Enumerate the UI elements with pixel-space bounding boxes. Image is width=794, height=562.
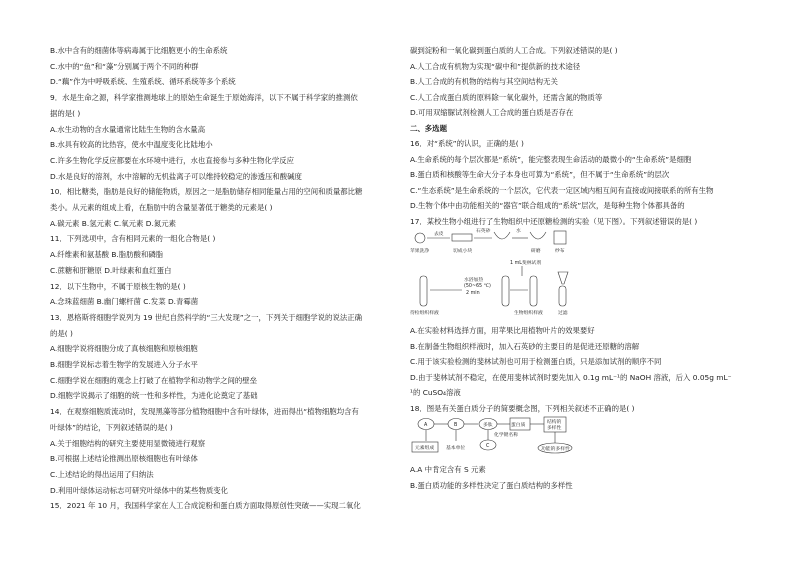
text-line: B.人工合成的有机物的结构与其空间结构无关 [410, 77, 558, 86]
text-line: 18．图是有关蛋白质分子的简要概念图，下列相关叙述不正确的是( ) [410, 403, 635, 413]
text-line: A.A 中肯定含有 S 元素 [410, 465, 486, 474]
text-line: 15．2021 年 10 月，我国科学家在人工合成淀粉和蛋白质方面取得原创性突破——实现二氧化 [50, 501, 361, 511]
text-line: B.在制备生物组织样液时，加入石英砂的主要目的是促进还原糖的溶解 [410, 341, 640, 351]
svg-text:多样性: 多样性 [547, 426, 562, 431]
text-line: B.蛋白质功能的多样性决定了蛋白质结构的多样性 [410, 480, 573, 490]
text-line: D.“藕”作为中呼吸系统、生殖系统、循环系统等多个系统 [50, 77, 236, 87]
text-line: C.水中的“鱼”和“藻”分别属于两个不同的种群 [50, 61, 199, 71]
text-line: A.关于细胞结构的研究主要使用显微镜进行观察 [50, 438, 206, 448]
figure-17-experiment-diagram [410, 228, 750, 320]
text-line: A.细胞学说将细胞分成了真核细胞和原核细胞 [50, 344, 198, 354]
svg-text:A: A [424, 423, 428, 428]
svg-text:C: C [486, 444, 490, 449]
text-line: D.水是良好的溶剂，水中溶解的无机盐离子可以维持较稳定的渗透压和酸碱度 [50, 171, 302, 181]
section-title: 二、多选题 [410, 123, 447, 133]
text-line: 10．相比糖类，脂肪是良好的储能物质，原因之一是脂肪储存相同能量占用的空间和质量都比糖 [50, 187, 363, 197]
text-line: A.纤维素和氨基酸 B.脂肪酸和磷脂 [50, 250, 164, 260]
text-line: A.生命系统的每个层次都是“系统”，能完整表现生命活动的最微小的“生命系统”是细胞 [410, 154, 692, 164]
svg-text:B: B [454, 423, 458, 428]
text-line: A.念珠蓝细菌 B.幽门螺杆菌 C.发菜 D.青霉菌 [50, 297, 199, 307]
figure-18-protein-concept-map [410, 415, 750, 465]
text-line: D.利用叶绿体运动标志可研究叶绿体中的某些物质变化 [50, 485, 229, 495]
text-line: 据的是( ) [50, 108, 81, 118]
svg-text:水浴加热: 水浴加热 [464, 278, 484, 283]
text-line: C.蔗糖和肝糖原 D.叶绿素和血红蛋白 [50, 265, 172, 275]
svg-text:过滤: 过滤 [558, 311, 568, 316]
text-line: C.“生态系统”是生命系统的一个层次，它代表一定区域内相互间有直接或间接联系的所有生物 [410, 185, 714, 195]
svg-text:功能的多样性: 功能的多样性 [541, 447, 570, 452]
text-line: C.人工合成蛋白质的原料除一氧化碳外，还需含氮的物质等 [410, 92, 603, 102]
svg-text:去皮: 去皮 [434, 232, 444, 237]
svg-text:元素组成: 元素组成 [415, 446, 435, 451]
text-line: 11．下列选项中，含有相同元素的一组化合物是( ) [50, 234, 216, 244]
svg-text:多肽: 多肽 [483, 423, 493, 428]
svg-text:生物组织样液: 生物组织样液 [514, 311, 543, 316]
svg-text:水: 水 [516, 229, 521, 234]
text-line: B.细胞学说标志着生物学的发展进入分子水平 [50, 360, 198, 369]
text-line: B.可根据上述结论推测出原核细胞也有叶绿体 [50, 454, 198, 464]
svg-text:纱布: 纱布 [555, 249, 565, 254]
text-line: D.生物个体中由功能相关的“器官”联合组成的“系统”层次，是每种生物个体都具备的 [410, 201, 685, 210]
svg-text:结构的: 结构的 [547, 420, 562, 425]
text-line: 16．对“系统”的认识，正确的是( ) [410, 139, 524, 148]
text-line: ¹的 CuSO₄溶液 [410, 388, 461, 397]
svg-text:(50~65 ℃): (50~65 ℃) [464, 284, 491, 289]
text-line: A.在实验材料选择方面，用苹果比用植物叶片的效果要好 [410, 326, 595, 335]
text-line: D.可用双缩脲试剂检测人工合成的蛋白质是否存在 [410, 108, 574, 117]
svg-text:2 min: 2 min [466, 291, 480, 296]
svg-text:苹果洗净: 苹果洗净 [410, 249, 430, 254]
svg-text:蛋白质: 蛋白质 [511, 423, 526, 428]
text-line: A.人工合成有机物为实现“碳中和”提供新的技术途径 [410, 61, 581, 71]
text-line: C.上述结论的得出运用了归纳法 [50, 469, 154, 479]
text-line: D.细胞学说揭示了细胞的统一性和多样性，为进化论奠定了基础 [50, 391, 258, 401]
text-line: 17．某校生物小组进行了生物组织中还原糖检测的实验（见下图）。下列叙述错误的是( ) [410, 216, 698, 226]
text-line: C.许多生物化学反应都要在水环境中进行，水也直接参与多种生物化学反应 [50, 155, 295, 165]
text-line: 碳到淀粉和一氧化碳到蛋白质的人工合成。下列叙述错误的是( ) [410, 46, 618, 55]
text-line: D.由于斐林试剂不稳定，在使用斐林试剂时要先加入 0.1g mL⁻¹的 NaOH 溶液，后入 0.05g mL⁻ [410, 372, 732, 382]
text-line: C.细胞学说在细胞的观念上打破了在植物学和动物学之间的壁垒 [50, 375, 258, 385]
text-line: 叶绿体”的结论，下列叙述错误的是( ) [50, 422, 173, 432]
text-line: A.水生动物的含水量通常比陆生生物的含水量高 [50, 124, 206, 134]
svg-text:切成小块: 切成小块 [453, 249, 473, 254]
text-line: A.碳元素 B.氢元素 C.氧元素 D.氮元素 [50, 218, 176, 228]
text-line: B.水具有较高的比热容，使水中温度变化比陆地小 [50, 140, 213, 150]
text-line: B.水中含有的细菌体等病毒属于比细胞更小的生命系统 [50, 46, 228, 55]
svg-text:石英砂: 石英砂 [476, 229, 491, 234]
svg-text:研磨: 研磨 [531, 249, 541, 254]
text-line: C.用于该实验检测的斐林试剂也可用于检测蛋白质，只是添加试剂的顺序不同 [410, 357, 662, 366]
svg-text:化学键名称: 化学键名称 [494, 433, 518, 438]
svg-text:待检组织样液: 待检组织样液 [410, 311, 439, 316]
text-line: 9．水是生命之源，科学家推测地球上的原始生命诞生于原始海洋，以下不属于科学家的推测依 [50, 93, 358, 103]
text-line: 14．在观察细胞质流动时，发现黑藻等部分植物细胞中含有叶绿体，进而得出“植物细胞均含有 [50, 407, 359, 417]
text-line: 12．以下生物中，不属于原核生物的是( ) [50, 281, 186, 291]
text-line: 13．恩格斯将细胞学说列为 19 世纪自然科学的“三大发现”之一，下列关于细胞学说的说法正确 [50, 312, 363, 322]
text-line: 类小。从元素的组成上看，在脂肪中的含量显著低于糖类的元素是( ) [50, 203, 273, 212]
text-line: B.蛋白质和核酸等生命大分子本身也可算为“系统”，但不属于“生命系统”的层次 [410, 170, 670, 179]
svg-text:基本单位: 基本单位 [446, 446, 466, 451]
text-line: 的是( ) [50, 328, 73, 338]
svg-text:1 mL斐林试剂: 1 mL斐林试剂 [510, 261, 542, 266]
